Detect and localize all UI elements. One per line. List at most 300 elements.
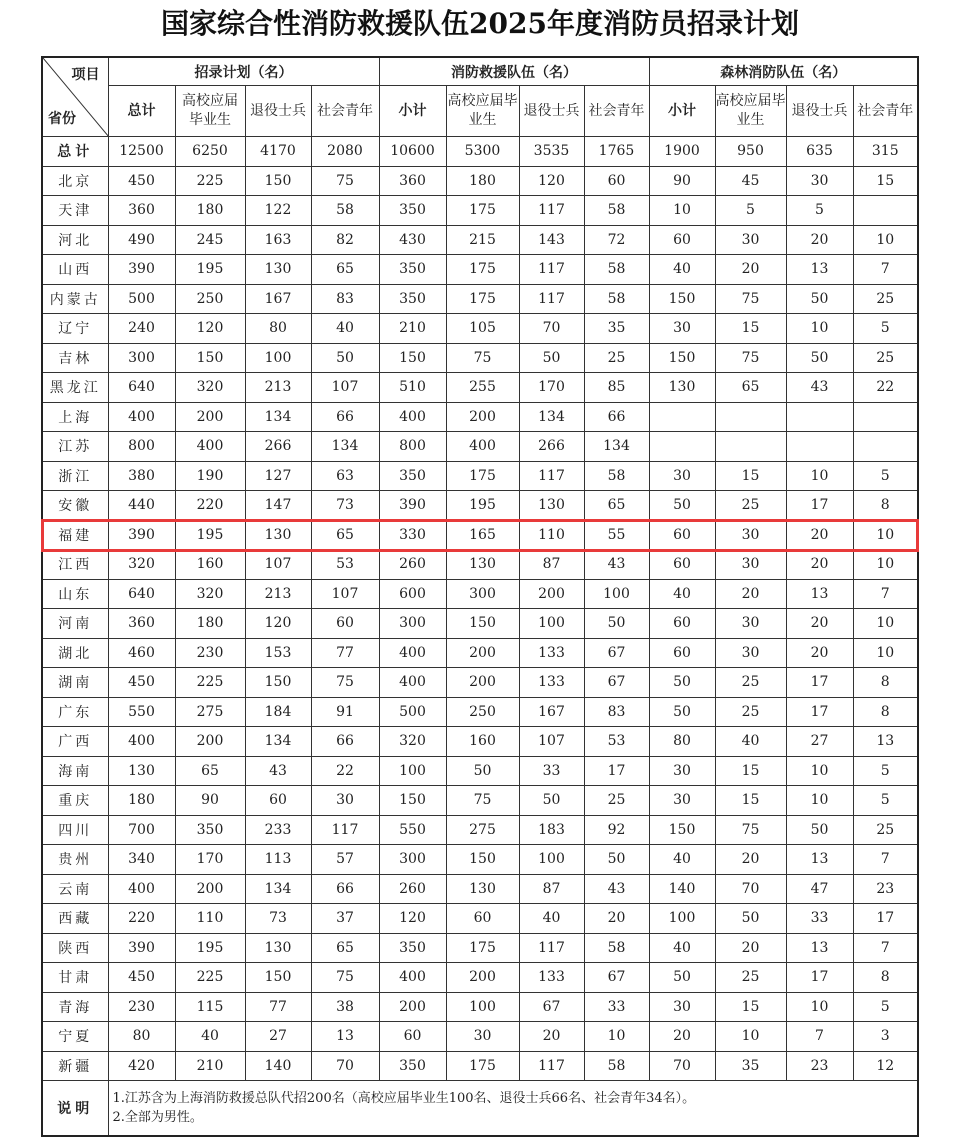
value-cell: 30 [715, 550, 786, 580]
table-row [42, 255, 918, 285]
value-cell: 10 [786, 461, 853, 491]
table-row [42, 845, 918, 875]
value-cell: 12 [853, 1051, 918, 1081]
table-row [42, 491, 918, 521]
value-cell: 107 [519, 727, 584, 757]
value-cell: 75 [715, 815, 786, 845]
value-cell: 50 [446, 756, 519, 786]
value-cell: 30 [649, 314, 715, 344]
value-cell: 275 [175, 697, 245, 727]
value-cell: 25 [853, 815, 918, 845]
value-cell: 58 [584, 196, 649, 226]
value-cell: 390 [108, 255, 175, 285]
value-cell: 33 [519, 756, 584, 786]
value-cell: 184 [245, 697, 311, 727]
value-cell: 430 [379, 225, 446, 255]
value-cell: 70 [311, 1051, 379, 1081]
value-cell: 150 [245, 166, 311, 196]
value-cell: 35 [584, 314, 649, 344]
value-cell: 91 [311, 697, 379, 727]
value-cell: 266 [519, 432, 584, 462]
value-cell: 800 [108, 432, 175, 462]
value-cell: 25 [584, 786, 649, 816]
value-cell: 43 [245, 756, 311, 786]
value-cell: 65 [311, 520, 379, 550]
value-cell: 50 [649, 697, 715, 727]
table-row [42, 963, 918, 993]
value-cell: 340 [108, 845, 175, 875]
value-cell: 25 [715, 963, 786, 993]
value-cell: 17 [786, 963, 853, 993]
value-cell: 25 [853, 343, 918, 373]
value-cell: 8 [853, 697, 918, 727]
table-row [42, 402, 918, 432]
value-cell: 400 [379, 963, 446, 993]
province-cell: 内蒙古 [42, 284, 108, 314]
value-cell: 117 [519, 461, 584, 491]
value-cell: 390 [108, 933, 175, 963]
province-cell: 黑龙江 [42, 373, 108, 403]
province-cell: 上海 [42, 402, 108, 432]
value-cell: 8 [853, 963, 918, 993]
value-cell: 153 [245, 638, 311, 668]
subheader-cell: 社会青年 [311, 86, 379, 137]
value-cell: 20 [786, 225, 853, 255]
value-cell [649, 402, 715, 432]
value-cell: 67 [584, 668, 649, 698]
value-cell: 260 [379, 874, 446, 904]
value-cell: 107 [245, 550, 311, 580]
value-cell: 255 [446, 373, 519, 403]
value-cell: 133 [519, 963, 584, 993]
value-cell: 180 [175, 196, 245, 226]
value-cell: 45 [715, 166, 786, 196]
province-cell: 山西 [42, 255, 108, 285]
value-cell: 3535 [519, 137, 584, 167]
table-row [42, 1022, 918, 1052]
value-cell: 5300 [446, 137, 519, 167]
value-cell: 120 [379, 904, 446, 934]
value-cell: 87 [519, 874, 584, 904]
value-cell: 360 [379, 166, 446, 196]
value-cell: 80 [649, 727, 715, 757]
value-cell: 17 [584, 756, 649, 786]
value-cell: 10 [786, 756, 853, 786]
value-cell: 50 [519, 343, 584, 373]
value-cell: 950 [715, 137, 786, 167]
value-cell [715, 432, 786, 462]
table-row [42, 697, 918, 727]
value-cell: 150 [446, 845, 519, 875]
value-cell: 70 [715, 874, 786, 904]
value-cell: 66 [311, 402, 379, 432]
value-cell: 10600 [379, 137, 446, 167]
value-cell: 100 [379, 756, 446, 786]
province-cell: 河南 [42, 609, 108, 639]
value-cell: 175 [446, 196, 519, 226]
value-cell: 17 [786, 668, 853, 698]
table-row [42, 579, 918, 609]
value-cell: 150 [649, 815, 715, 845]
value-cell: 350 [379, 1051, 446, 1081]
table-row [42, 786, 918, 816]
value-cell: 600 [379, 579, 446, 609]
value-cell: 240 [108, 314, 175, 344]
value-cell: 170 [175, 845, 245, 875]
group-header-recruitment-plan: 招录计划（名） [108, 57, 379, 86]
value-cell: 15 [853, 166, 918, 196]
value-cell: 20 [715, 933, 786, 963]
value-cell: 60 [649, 225, 715, 255]
province-cell: 江苏 [42, 432, 108, 462]
value-cell: 75 [715, 284, 786, 314]
value-cell: 107 [311, 373, 379, 403]
value-cell: 147 [245, 491, 311, 521]
value-cell: 8 [853, 668, 918, 698]
value-cell: 134 [311, 432, 379, 462]
value-cell: 420 [108, 1051, 175, 1081]
value-cell: 440 [108, 491, 175, 521]
province-cell: 西藏 [42, 904, 108, 934]
value-cell: 77 [245, 992, 311, 1022]
value-cell [853, 402, 918, 432]
value-cell: 320 [108, 550, 175, 580]
value-cell: 15 [715, 992, 786, 1022]
value-cell: 213 [245, 579, 311, 609]
value-cell: 100 [584, 579, 649, 609]
value-cell: 15 [715, 314, 786, 344]
value-cell: 700 [108, 815, 175, 845]
page-title: 国家综合性消防救援队伍2025年度消防员招录计划 [161, 7, 799, 40]
value-cell: 117 [311, 815, 379, 845]
value-cell: 350 [379, 284, 446, 314]
value-cell: 80 [245, 314, 311, 344]
value-cell: 75 [311, 166, 379, 196]
value-cell: 10 [786, 992, 853, 1022]
value-cell: 30 [715, 638, 786, 668]
table-row [42, 343, 918, 373]
value-cell: 130 [446, 550, 519, 580]
value-cell: 134 [584, 432, 649, 462]
value-cell [715, 402, 786, 432]
province-cell: 湖南 [42, 668, 108, 698]
value-cell: 160 [446, 727, 519, 757]
value-cell: 13 [786, 255, 853, 285]
subheader-cell: 社会青年 [584, 86, 649, 137]
value-cell: 320 [379, 727, 446, 757]
value-cell: 90 [175, 786, 245, 816]
province-cell: 天津 [42, 196, 108, 226]
value-cell: 17 [853, 904, 918, 934]
value-cell: 30 [446, 1022, 519, 1052]
subheader-cell: 高校应届毕业生 [446, 86, 519, 137]
value-cell: 200 [446, 402, 519, 432]
province-cell: 新疆 [42, 1051, 108, 1081]
value-cell: 53 [584, 727, 649, 757]
value-cell: 60 [649, 638, 715, 668]
value-cell: 400 [108, 874, 175, 904]
province-cell: 广东 [42, 697, 108, 727]
value-cell: 7 [853, 933, 918, 963]
table-row [42, 874, 918, 904]
value-cell: 450 [108, 166, 175, 196]
value-cell: 20 [786, 638, 853, 668]
value-cell: 58 [311, 196, 379, 226]
value-cell: 60 [649, 550, 715, 580]
value-cell: 190 [175, 461, 245, 491]
value-cell: 58 [584, 1051, 649, 1081]
province-cell: 贵州 [42, 845, 108, 875]
value-cell: 100 [519, 845, 584, 875]
value-cell: 175 [446, 933, 519, 963]
province-cell: 吉林 [42, 343, 108, 373]
value-cell: 100 [519, 609, 584, 639]
value-cell: 140 [245, 1051, 311, 1081]
value-cell: 10 [786, 314, 853, 344]
value-cell: 20 [715, 255, 786, 285]
value-cell: 25 [715, 697, 786, 727]
value-cell: 25 [715, 668, 786, 698]
subheader-cell: 退役士兵 [519, 86, 584, 137]
value-cell: 200 [446, 638, 519, 668]
value-cell: 5 [853, 992, 918, 1022]
value-cell: 23 [786, 1051, 853, 1081]
province-cell: 河北 [42, 225, 108, 255]
value-cell: 225 [175, 963, 245, 993]
table-row [42, 166, 918, 196]
value-cell: 300 [379, 845, 446, 875]
value-cell: 225 [175, 166, 245, 196]
value-cell: 117 [519, 933, 584, 963]
province-cell: 安徽 [42, 491, 108, 521]
value-cell: 13 [311, 1022, 379, 1052]
note-line: 2.全部为男性。 [112, 1110, 203, 1125]
value-cell: 163 [245, 225, 311, 255]
value-cell: 250 [446, 697, 519, 727]
province-cell: 宁夏 [42, 1022, 108, 1052]
value-cell: 400 [108, 727, 175, 757]
value-cell: 266 [245, 432, 311, 462]
value-cell: 40 [649, 255, 715, 285]
value-cell: 50 [584, 845, 649, 875]
value-cell: 210 [175, 1051, 245, 1081]
value-cell: 167 [245, 284, 311, 314]
value-cell: 1900 [649, 137, 715, 167]
subheader-cell: 退役士兵 [786, 86, 853, 137]
value-cell: 195 [175, 255, 245, 285]
value-cell: 320 [175, 579, 245, 609]
value-cell: 110 [175, 904, 245, 934]
value-cell: 105 [446, 314, 519, 344]
value-cell: 13 [786, 845, 853, 875]
value-cell: 215 [446, 225, 519, 255]
value-cell: 25 [715, 491, 786, 521]
value-cell: 230 [175, 638, 245, 668]
value-cell: 350 [379, 255, 446, 285]
value-cell [786, 432, 853, 462]
value-cell: 50 [649, 491, 715, 521]
subheader-cell: 总计 [108, 86, 175, 137]
value-cell: 75 [311, 963, 379, 993]
value-cell: 73 [245, 904, 311, 934]
value-cell: 640 [108, 579, 175, 609]
value-cell: 195 [446, 491, 519, 521]
value-cell: 275 [446, 815, 519, 845]
value-cell: 134 [519, 402, 584, 432]
value-cell [786, 402, 853, 432]
value-cell: 65 [311, 933, 379, 963]
value-cell: 47 [786, 874, 853, 904]
value-cell: 195 [175, 933, 245, 963]
value-cell: 65 [311, 255, 379, 285]
value-cell: 30 [649, 786, 715, 816]
value-cell: 65 [715, 373, 786, 403]
group-header-forest-fire: 森林消防队伍（名） [649, 57, 918, 86]
value-cell: 130 [519, 491, 584, 521]
table-row [42, 756, 918, 786]
table-row [42, 432, 918, 462]
table-row [42, 609, 918, 639]
value-cell: 25 [584, 343, 649, 373]
value-cell: 20 [584, 904, 649, 934]
value-cell: 92 [584, 815, 649, 845]
value-cell: 400 [108, 402, 175, 432]
value-cell: 43 [584, 550, 649, 580]
value-cell: 122 [245, 196, 311, 226]
value-cell: 40 [175, 1022, 245, 1052]
value-cell: 20 [715, 845, 786, 875]
value-cell: 10 [715, 1022, 786, 1052]
value-cell: 30 [311, 786, 379, 816]
value-cell: 66 [311, 727, 379, 757]
value-cell: 350 [175, 815, 245, 845]
value-cell: 67 [584, 638, 649, 668]
value-cell: 195 [175, 520, 245, 550]
note-text [108, 1081, 918, 1137]
value-cell: 65 [584, 491, 649, 521]
value-cell: 82 [311, 225, 379, 255]
value-cell: 25 [853, 284, 918, 314]
value-cell: 165 [446, 520, 519, 550]
value-cell: 87 [519, 550, 584, 580]
value-cell: 20 [786, 520, 853, 550]
value-cell: 380 [108, 461, 175, 491]
value-cell: 13 [853, 727, 918, 757]
value-cell: 83 [311, 284, 379, 314]
value-cell: 30 [715, 609, 786, 639]
value-cell: 22 [311, 756, 379, 786]
province-cell: 云南 [42, 874, 108, 904]
value-cell: 50 [715, 904, 786, 934]
note-line: 1.江苏含为上海消防救援总队代招200名（高校应届毕业生100名、退役士兵66名、社会青年34名）。 [112, 1091, 696, 1106]
table-row [42, 225, 918, 255]
value-cell: 175 [446, 1051, 519, 1081]
province-cell: 总计 [42, 137, 108, 167]
value-cell: 640 [108, 373, 175, 403]
value-cell: 57 [311, 845, 379, 875]
value-cell: 17 [786, 697, 853, 727]
corner-header-cell [42, 57, 108, 137]
value-cell: 75 [311, 668, 379, 698]
value-cell: 10 [853, 609, 918, 639]
value-cell: 200 [446, 668, 519, 698]
value-cell: 50 [519, 786, 584, 816]
value-cell: 180 [175, 609, 245, 639]
value-cell: 150 [649, 284, 715, 314]
value-cell: 175 [446, 284, 519, 314]
value-cell: 40 [715, 727, 786, 757]
value-cell: 390 [108, 520, 175, 550]
value-cell: 33 [584, 992, 649, 1022]
value-cell: 133 [519, 668, 584, 698]
value-cell: 7 [853, 255, 918, 285]
value-cell: 450 [108, 963, 175, 993]
recruitment-table [41, 56, 919, 1137]
value-cell: 1765 [584, 137, 649, 167]
value-cell: 75 [446, 343, 519, 373]
note-row [42, 1081, 918, 1137]
value-cell: 320 [175, 373, 245, 403]
value-cell: 37 [311, 904, 379, 934]
value-cell: 120 [519, 166, 584, 196]
value-cell: 233 [245, 815, 311, 845]
value-cell: 260 [379, 550, 446, 580]
value-cell: 67 [519, 992, 584, 1022]
value-cell: 20 [786, 550, 853, 580]
value-cell [853, 196, 918, 226]
value-cell: 200 [379, 992, 446, 1022]
value-cell: 300 [379, 609, 446, 639]
value-cell: 50 [311, 343, 379, 373]
value-cell: 10 [853, 550, 918, 580]
value-cell: 30 [649, 992, 715, 1022]
group-header-fire-rescue: 消防救援队伍（名） [379, 57, 649, 86]
province-cell: 重庆 [42, 786, 108, 816]
value-cell: 58 [584, 461, 649, 491]
value-cell: 20 [786, 609, 853, 639]
table-row [42, 520, 918, 550]
value-cell: 130 [245, 255, 311, 285]
table-row [42, 638, 918, 668]
value-cell: 360 [108, 196, 175, 226]
province-cell: 四川 [42, 815, 108, 845]
value-cell: 550 [379, 815, 446, 845]
value-cell: 130 [108, 756, 175, 786]
value-cell: 800 [379, 432, 446, 462]
province-cell: 江西 [42, 550, 108, 580]
value-cell: 35 [715, 1051, 786, 1081]
value-cell: 50 [786, 284, 853, 314]
value-cell: 85 [584, 373, 649, 403]
value-cell: 30 [715, 225, 786, 255]
province-cell: 福建 [42, 520, 108, 550]
value-cell: 100 [245, 343, 311, 373]
value-cell: 170 [519, 373, 584, 403]
value-cell: 180 [108, 786, 175, 816]
province-cell: 青海 [42, 992, 108, 1022]
value-cell: 5 [853, 314, 918, 344]
subheader-cell: 退役士兵 [245, 86, 311, 137]
value-cell: 110 [519, 520, 584, 550]
value-cell: 5 [853, 786, 918, 816]
value-cell: 150 [379, 786, 446, 816]
value-cell: 225 [175, 668, 245, 698]
value-cell: 130 [649, 373, 715, 403]
table-row [42, 668, 918, 698]
value-cell: 150 [446, 609, 519, 639]
value-cell: 75 [446, 786, 519, 816]
value-cell: 4170 [245, 137, 311, 167]
